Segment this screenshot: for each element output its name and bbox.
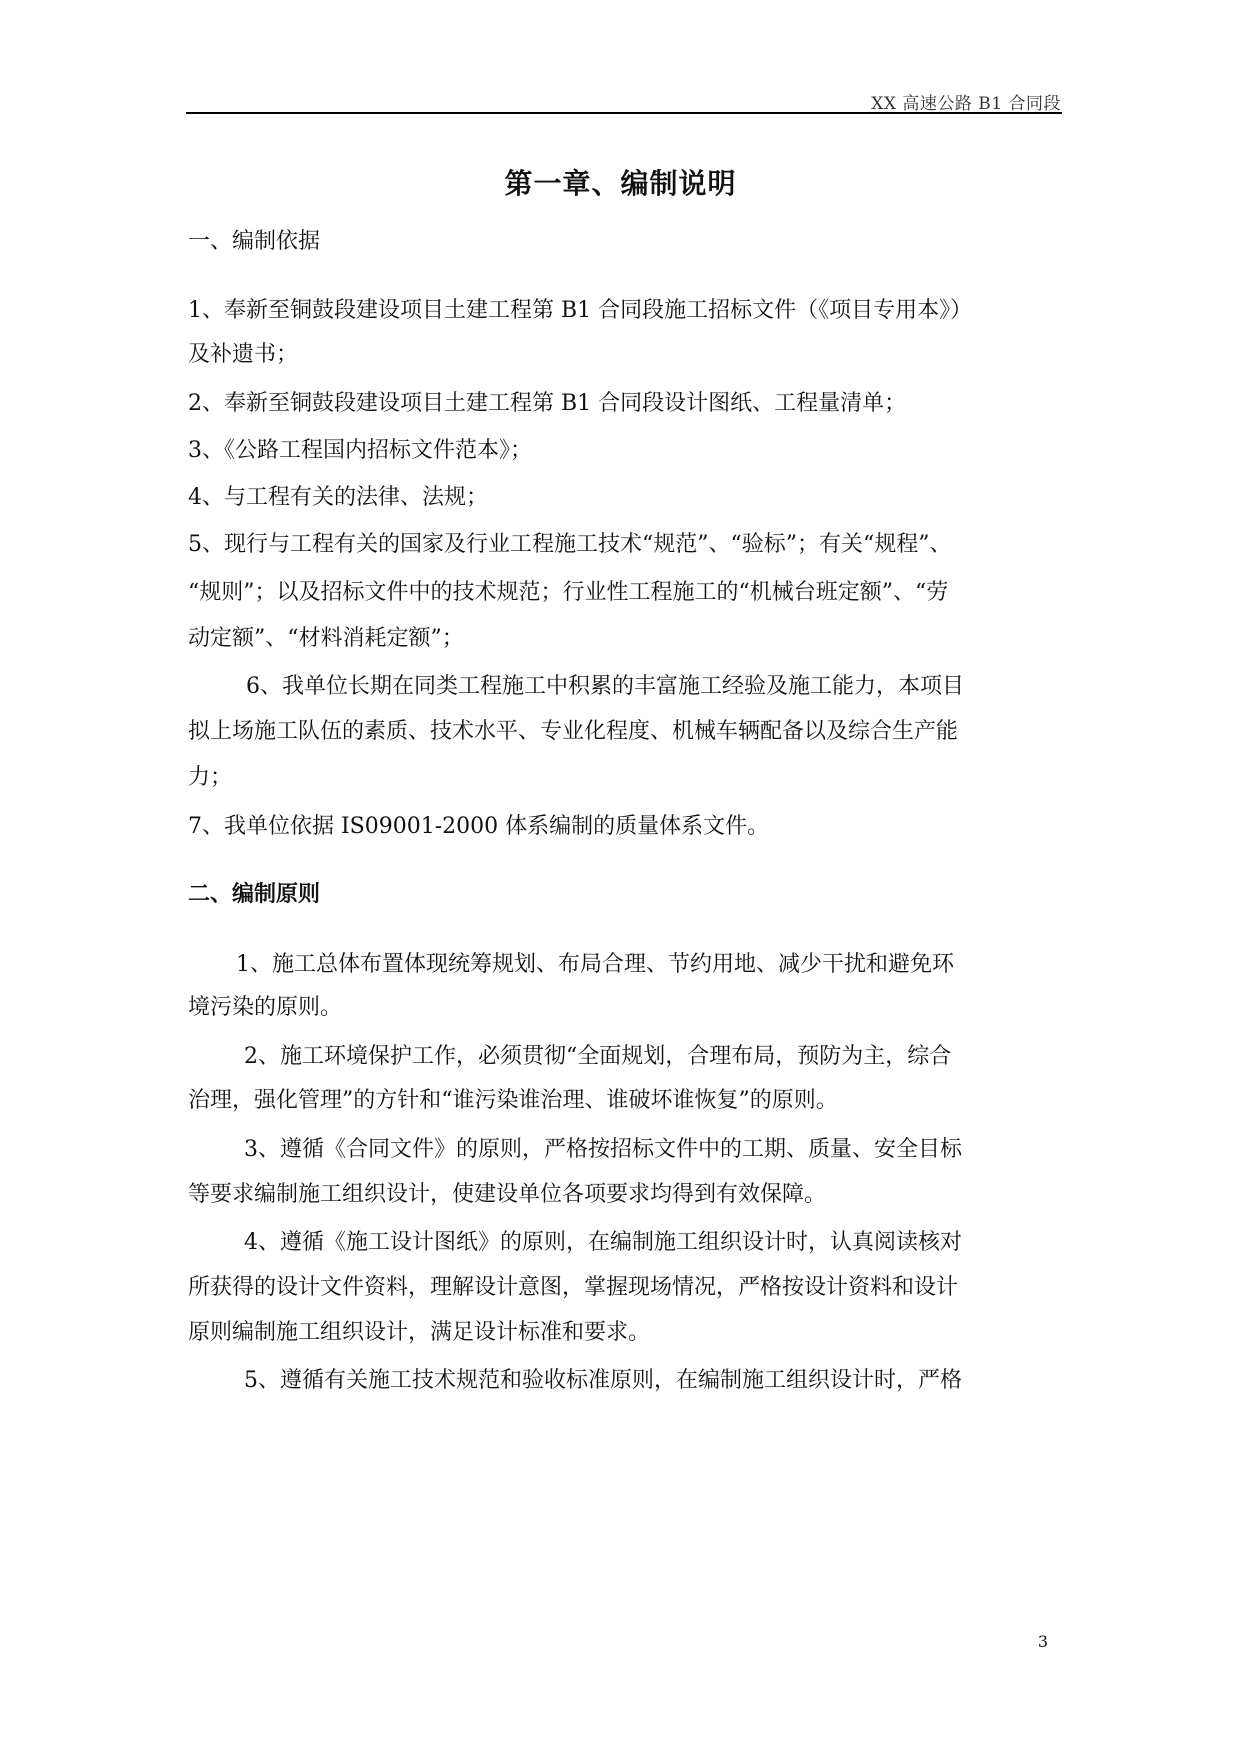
page-number: 3	[1037, 1632, 1048, 1651]
paragraph-line: “规则”；以及招标文件中的技术规范；行业性工程施工的“机械台班定额”、“劳	[188, 580, 949, 605]
page-header: XX 高速公路 B1 合同段	[871, 94, 1061, 114]
paragraph-line: 2、奉新至铜鼓段建设项目土建工程第 B1 合同段设计图纸、工程量清单；	[188, 391, 907, 416]
paragraph-line: 拟上场施工队伍的素质、技术水平、专业化程度、机械车辆配备以及综合生产能	[188, 719, 959, 744]
paragraph-line: 力；	[188, 765, 233, 790]
paragraph-line: 所获得的设计文件资料，理解设计意图，掌握现场情况，严格按设计资料和设计	[188, 1275, 959, 1300]
paragraph-line: 7、我单位依据 IS09001-2000 体系编制的质量体系文件。	[188, 814, 770, 839]
paragraph-line: 6、我单位长期在同类工程施工中积累的丰富施工经验及施工能力，本项目	[246, 674, 964, 699]
paragraph-line: 4、与工程有关的法律、法规；	[188, 485, 488, 510]
paragraph-line: 及补遗书；	[188, 342, 299, 367]
paragraph-line: 3、《公路工程国内招标文件范本》；	[188, 438, 532, 463]
paragraph-line: 动定额”、“材料消耗定额”；	[188, 626, 464, 651]
paragraph-line: 境污染的原则。	[188, 995, 343, 1020]
header-rule	[186, 112, 1062, 114]
chapter-title: 第一章、编制说明	[504, 167, 737, 200]
paragraph-line: 3、遵循《合同文件》的原则，严格按招标文件中的工期、质量、安全目标	[244, 1137, 962, 1162]
paragraph-line: 5、遵循有关施工技术规范和验收标准原则，在编制施工组织设计时，严格	[244, 1368, 962, 1393]
paragraph-line: 原则编制施工组织设计，满足设计标准和要求。	[188, 1320, 651, 1345]
paragraph-line: 治理，强化管理”的方针和“谁污染谁治理、谁破坏谁恢复”的原则。	[188, 1088, 838, 1113]
paragraph-line: 1、奉新至铜鼓段建设项目土建工程第 B1 合同段施工招标文件（《项目专用本》）	[188, 298, 973, 323]
paragraph-line: 5、现行与工程有关的国家及行业工程施工技术“规范”、“验标”；有关“规程”、	[188, 532, 952, 557]
paragraph-line: 2、施工环境保护工作，必须贯彻“全面规划，合理布局，预防为主，综合	[244, 1044, 952, 1069]
section-heading-basis: 一、编制依据	[188, 229, 321, 254]
paragraph-line: 4、遵循《施工设计图纸》的原则，在编制施工组织设计时，认真阅读核对	[244, 1230, 962, 1255]
paragraph-line: 1、施工总体布置体现统筹规划、布局合理、节约用地、减少干扰和避免环	[236, 952, 954, 977]
section-heading-principles: 二、编制原则	[188, 882, 321, 907]
paragraph-line: 等要求编制施工组织设计，使建设单位各项要求均得到有效保障。	[188, 1182, 827, 1207]
